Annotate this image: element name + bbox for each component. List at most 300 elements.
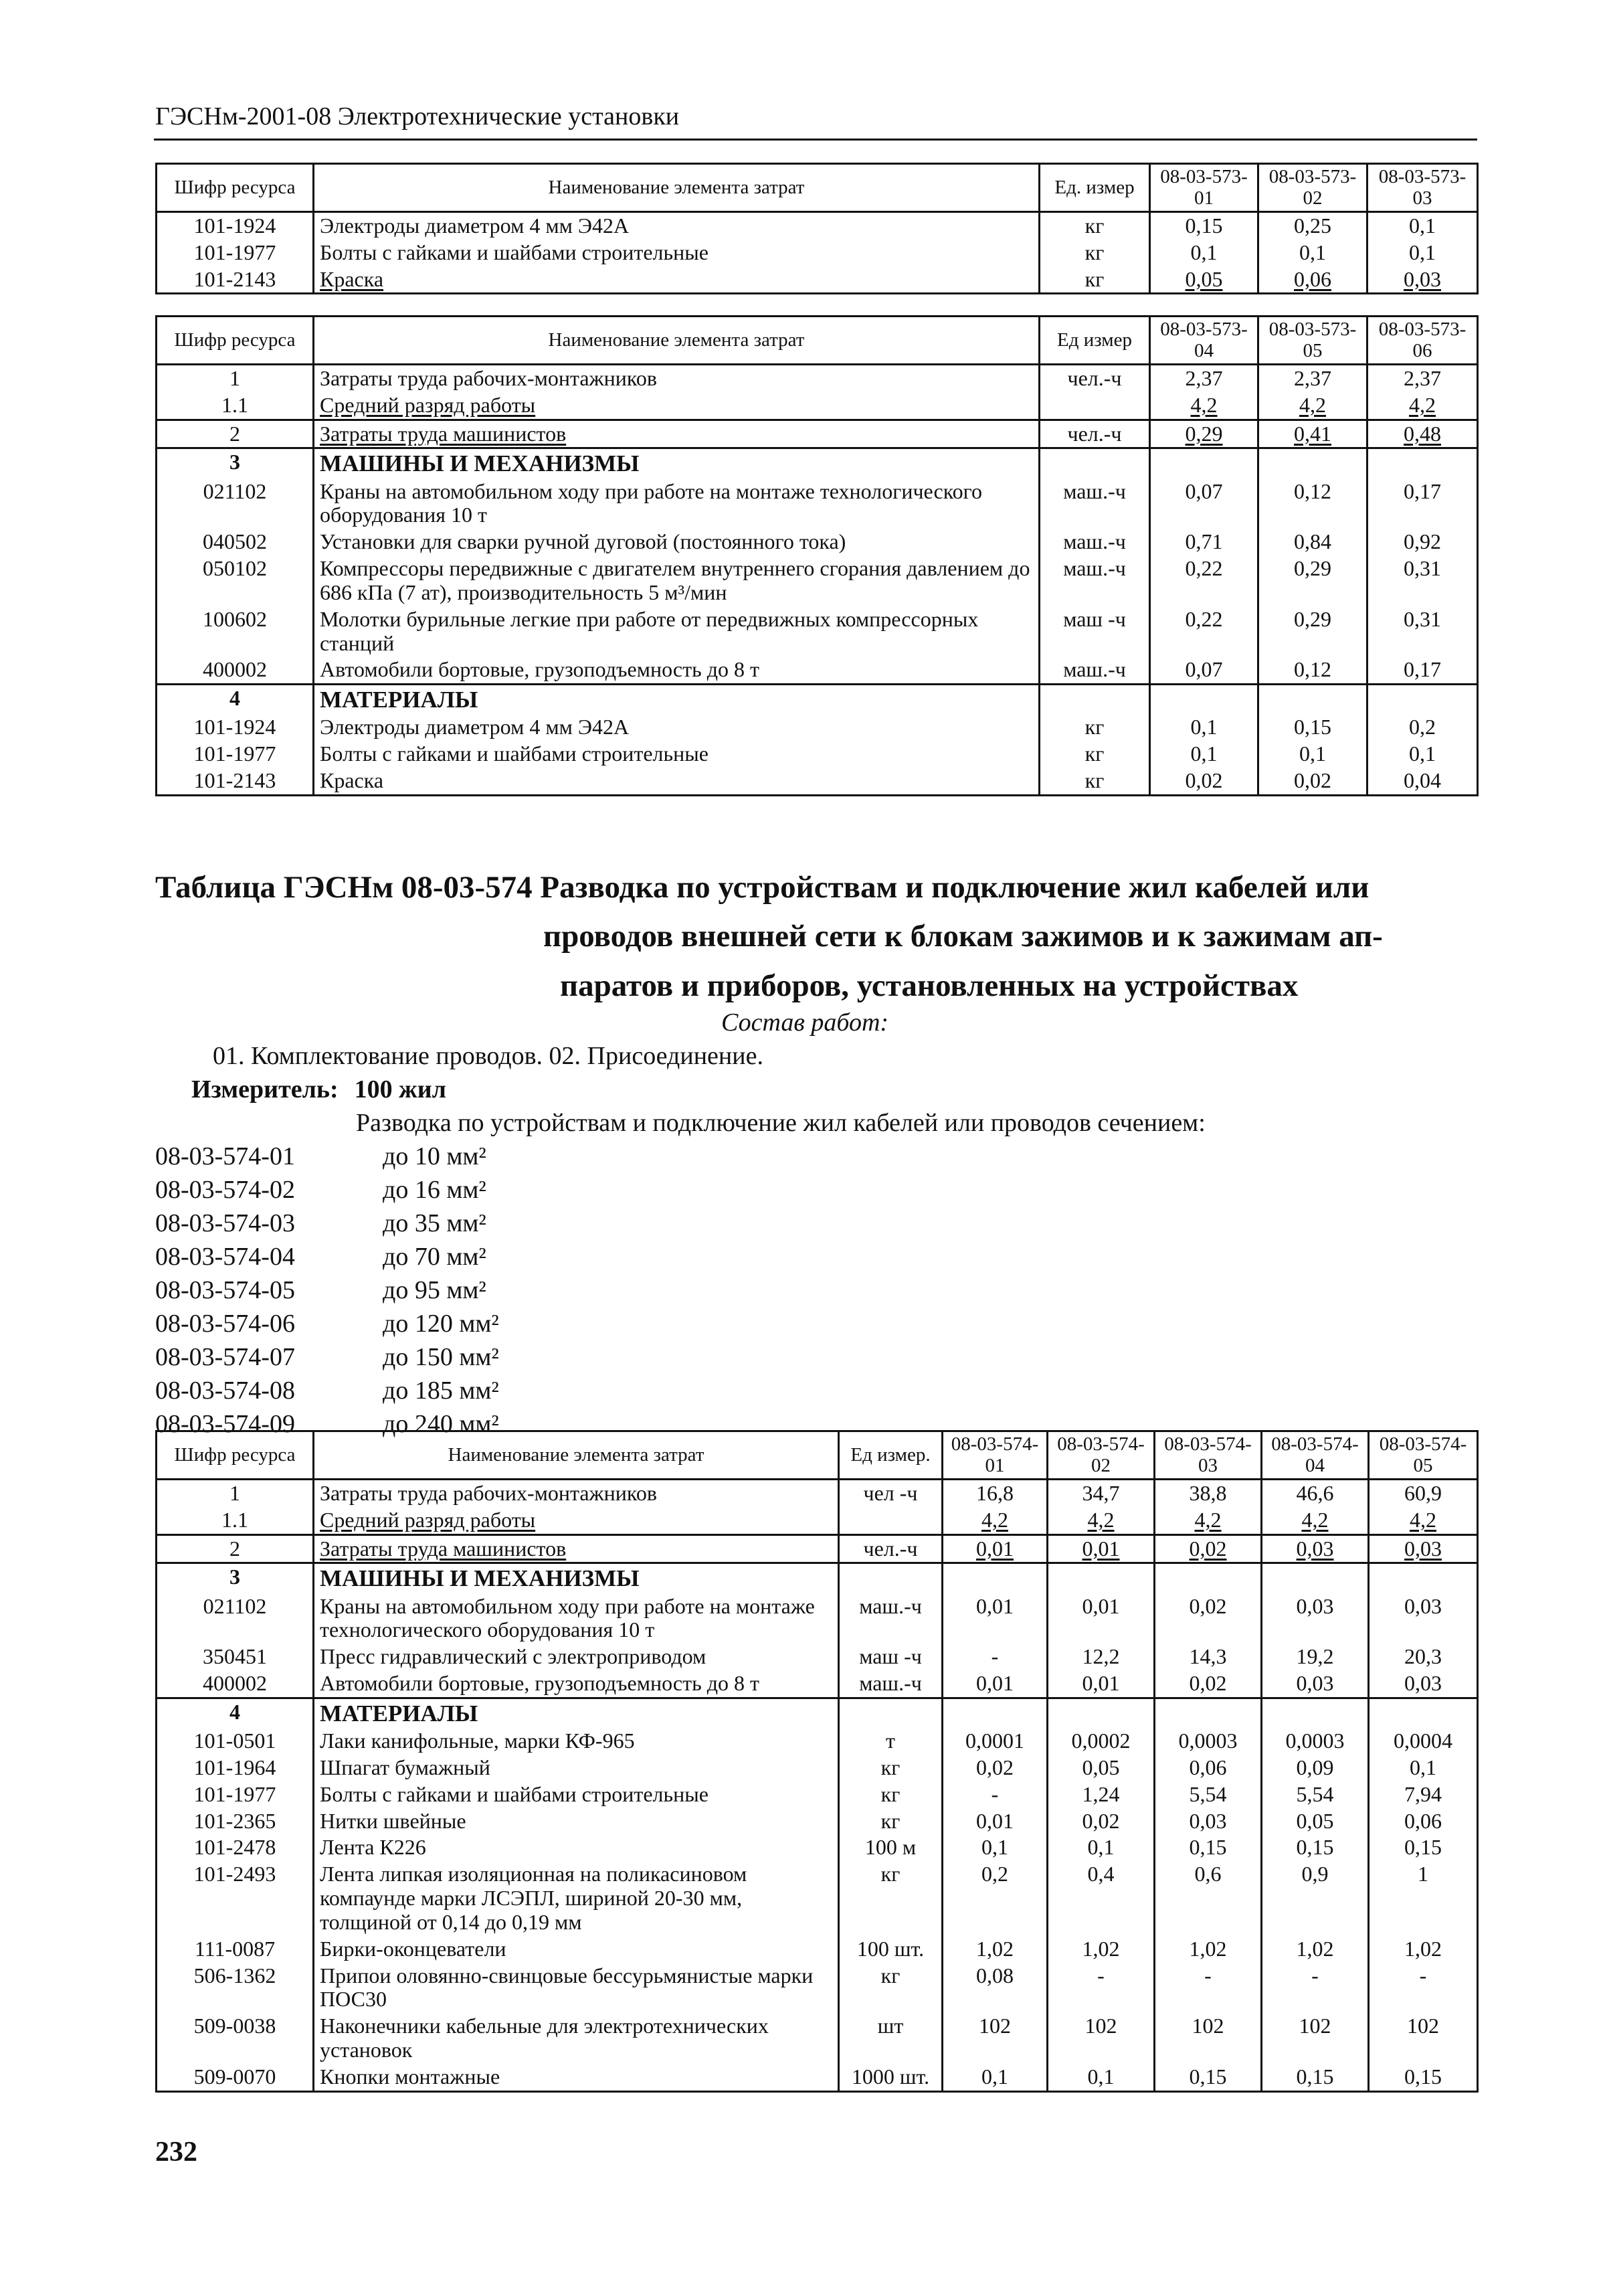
norm-value-3 [1155, 1781, 1262, 1808]
resource-unit [839, 1963, 943, 2014]
table-row [157, 1781, 1478, 1808]
resource-code-text: 506-1362 [193, 1963, 276, 1988]
table-row [157, 1728, 1478, 1755]
norm-value-1 [943, 2064, 1048, 2091]
table-row [157, 768, 1478, 795]
norm-value-2 [1048, 1728, 1155, 1755]
resource-unit-text: кг [1084, 240, 1105, 264]
table-row [157, 685, 1478, 715]
norm-value-4-text: - [1311, 1963, 1319, 1988]
norm-value-3-text: 0,92 [1404, 529, 1441, 554]
resource-name [314, 741, 1040, 768]
norm-value-2 [1048, 1507, 1155, 1534]
norm-value-2-text: 0,01 [1082, 1536, 1120, 1561]
table-row [157, 741, 1478, 768]
norm-value-5-text: 1 [1418, 1862, 1428, 1886]
norm-value-1-text: 16,8 [976, 1480, 1014, 1505]
resource-code [157, 656, 314, 684]
header-name: Наименование элемента затрат [314, 164, 1040, 212]
resource-code [157, 1808, 314, 1835]
resource-name-text: Припои оловянно-свинцовые бессурьмянистые марки ПОС30 [320, 1963, 814, 2012]
norm-value-2-text: 102 [1084, 2014, 1117, 2038]
resource-unit [839, 2064, 943, 2091]
norm-value-3 [1367, 714, 1478, 741]
norm-value-1-text: 0,2 [981, 1862, 1008, 1886]
norm-value-3 [1155, 1534, 1262, 1563]
table-row [157, 2013, 1478, 2064]
resource-unit [839, 1593, 943, 1644]
norm-value-1 [1150, 555, 1258, 606]
resource-code [157, 1834, 314, 1861]
resource-code [157, 1698, 314, 1728]
norm-value-1-text: 0,1 [1190, 715, 1218, 739]
table-row [157, 1936, 1478, 1963]
norm-value-3 [1367, 211, 1478, 239]
norm-value-3 [1367, 606, 1478, 657]
variant-row [155, 1207, 499, 1240]
resource-unit [839, 1644, 943, 1670]
norm-value-3-text: 0,04 [1404, 768, 1441, 793]
norm-value-4 [1262, 1670, 1369, 1698]
norm-value-1 [943, 1534, 1048, 1563]
norm-value-2-text: 0,02 [1294, 768, 1331, 793]
norm-value-3 [1367, 420, 1478, 448]
resource-name-text: Автомобили бортовые, грузоподъемность до 8 т [320, 657, 759, 682]
resource-code-text: 101-2365 [193, 1808, 276, 1833]
norm-value-3 [1367, 529, 1478, 555]
variant-row [155, 1240, 499, 1273]
resource-unit-text: маш.-ч [1063, 657, 1126, 682]
resource-code [157, 1728, 314, 1755]
resource-name [314, 2013, 839, 2064]
variant-text: до 150 мм² [383, 1343, 499, 1371]
header-name: Наименование элемента затрат [314, 317, 1040, 365]
resource-code [157, 1963, 314, 2014]
resource-unit [1040, 529, 1150, 555]
resource-code-text: 1 [229, 365, 240, 390]
resource-name [314, 555, 1040, 606]
resource-code [157, 1593, 314, 1644]
resource-name [314, 478, 1040, 529]
resource-name [314, 768, 1040, 795]
norm-value-2-text: 0,25 [1294, 213, 1331, 238]
norm-value-1 [943, 1563, 1048, 1593]
resource-code [157, 364, 314, 391]
norm-value-3 [1155, 2064, 1262, 2091]
norm-value-5-text: 0,15 [1404, 2064, 1442, 2089]
resource-code [157, 478, 314, 529]
norm-value-3-text: 0,1 [1409, 213, 1436, 238]
variant-code: 08-03-574-02 [155, 1176, 295, 1204]
resource-unit [1040, 478, 1150, 529]
norm-value-4-text: 0,15 [1296, 2064, 1334, 2089]
norm-value-5 [1369, 1479, 1478, 1506]
norm-value-2-text: 0,01 [1082, 1593, 1120, 1618]
header-col-3: 08-03-573-03 [1367, 164, 1478, 212]
table-573-materials [155, 163, 1479, 294]
header-code: Шифр ресурса [157, 1431, 314, 1480]
norm-value-2 [1258, 741, 1367, 768]
norm-value-3 [1155, 1507, 1262, 1534]
norm-value-1 [1150, 656, 1258, 684]
table-title-line-3: паратов и приборов, установленных на устройствах [560, 968, 1299, 1003]
norm-value-1 [943, 1755, 1048, 1781]
resource-unit [839, 1808, 943, 1835]
table-row [157, 1563, 1478, 1593]
resource-unit [1040, 606, 1150, 657]
norm-value-3-text: 4,2 [1409, 392, 1436, 417]
norm-value-3 [1367, 364, 1478, 391]
resource-code-text: 101-2493 [193, 1862, 276, 1886]
resource-unit-text: кг [880, 1808, 901, 1833]
resource-name-text: Болты с гайками и шайбами строительные [320, 1781, 709, 1806]
resource-code-text: 400002 [203, 1671, 267, 1696]
norm-value-3-text: 0,02 [1189, 1593, 1227, 1618]
meter-label: Измеритель: [191, 1075, 339, 1103]
norm-value-4-text: 0,05 [1296, 1808, 1334, 1833]
resource-unit-text: кг [1084, 741, 1105, 766]
resource-name [314, 1534, 839, 1563]
resource-code-text: 101-2143 [193, 768, 276, 793]
norm-value-2-text: 4,2 [1087, 1507, 1115, 1532]
resource-name-text: Затраты труда машинистов [320, 421, 567, 446]
resource-code [157, 1563, 314, 1593]
variant-text: до 10 мм² [383, 1142, 486, 1170]
norm-value-3-text: 0,03 [1404, 266, 1441, 291]
variant-text: до 16 мм² [383, 1176, 486, 1204]
header-col-2: 08-03-573-05 [1258, 317, 1367, 365]
variant-text: до 95 мм² [383, 1276, 486, 1304]
norm-value-5-text: 1,02 [1404, 1936, 1442, 1961]
norm-value-1 [943, 1644, 1048, 1670]
resource-unit-text: маш.-ч [1063, 529, 1126, 554]
resource-name-text: Затраты труда рабочих-монтажников [320, 1480, 657, 1505]
resource-name-text: Болты с гайками и шайбами строительные [320, 741, 709, 766]
norm-value-2 [1258, 392, 1367, 420]
norm-value-4 [1262, 1593, 1369, 1644]
norm-value-1-text: 4,2 [981, 1507, 1008, 1532]
resource-unit-text: шт [877, 2014, 904, 2038]
norm-value-4-text: 19,2 [1296, 1644, 1334, 1669]
resource-code [157, 392, 314, 420]
norm-value-4-text: 0,03 [1296, 1671, 1334, 1696]
resource-code-text: 1.1 [221, 1507, 248, 1532]
header-col-2: 08-03-574-02 [1048, 1431, 1155, 1480]
table-row [157, 656, 1478, 684]
resource-name-text: Наконечники кабельные для электротехнических установок [320, 2014, 769, 2062]
header-col-4: 08-03-574-04 [1262, 1431, 1369, 1480]
norm-value-2 [1048, 1781, 1155, 1808]
norm-value-3-text: 2,37 [1404, 365, 1441, 390]
resource-code [157, 448, 314, 478]
norm-value-2 [1048, 2064, 1155, 2091]
norm-value-3-text: 0,06 [1189, 1755, 1227, 1779]
table-row [157, 606, 1478, 657]
resource-name-text: Молотки бурильные легкие при работе от передвижных компрессорных станций [320, 606, 979, 655]
table-row [157, 1963, 1478, 2014]
norm-value-2 [1048, 1808, 1155, 1835]
variant-text: до 35 мм² [383, 1209, 486, 1237]
norm-value-3 [1155, 1563, 1262, 1593]
norm-value-4-text: 46,6 [1296, 1480, 1334, 1505]
variant-row [155, 1340, 499, 1374]
resource-name [314, 420, 1040, 448]
meter [191, 1075, 446, 1104]
norm-value-2-text: 0,01 [1082, 1671, 1120, 1696]
norm-value-4 [1262, 1644, 1369, 1670]
norm-value-2-text: 0,12 [1294, 657, 1331, 682]
resource-name [314, 1698, 839, 1728]
norm-value-2 [1048, 1563, 1155, 1593]
norm-value-1 [943, 1781, 1048, 1808]
norm-value-5-text: - [1419, 1963, 1427, 1988]
resource-unit [1040, 420, 1150, 448]
table-row [157, 1861, 1478, 1935]
resource-name [314, 656, 1040, 684]
resource-code [157, 1755, 314, 1781]
resource-unit-text: маш.-ч [1063, 556, 1126, 581]
resource-unit [1040, 555, 1150, 606]
norm-value-5 [1369, 1698, 1478, 1728]
norm-value-3 [1367, 555, 1478, 606]
norm-value-1-text: 0,1 [1190, 240, 1218, 264]
norm-value-1-text: 1,02 [976, 1936, 1014, 1961]
resource-unit [1040, 266, 1150, 294]
resource-unit-text: чел.-ч [1067, 421, 1122, 446]
resource-code-text: 101-1924 [193, 715, 276, 739]
norm-value-1-text: 0,01 [976, 1808, 1014, 1833]
header-rule [154, 139, 1477, 141]
norm-value-5-text: 0,03 [1404, 1671, 1442, 1696]
norm-value-5 [1369, 1963, 1478, 2014]
norm-value-1-text: 0,0001 [965, 1729, 1024, 1753]
norm-value-2-text: 0,41 [1294, 421, 1331, 446]
norm-value-2 [1048, 1670, 1155, 1698]
resource-name-text: Затраты труда машинистов [320, 1536, 567, 1561]
resource-code [157, 266, 314, 294]
resource-unit-text: кг [880, 1781, 901, 1806]
header-col-1: 08-03-573-01 [1150, 164, 1258, 212]
resource-code [157, 768, 314, 795]
norm-value-1 [943, 1479, 1048, 1506]
norm-value-3 [1367, 266, 1478, 294]
resource-code-text: 2 [229, 421, 240, 446]
resource-name-text: Краны на автомобильном ходу при работе на монтаже технологического оборудования 10 т [320, 1593, 815, 1642]
norm-value-2 [1048, 1963, 1155, 2014]
header-unit: Ед измер [1040, 317, 1150, 365]
norm-value-1-text: 0,02 [1185, 768, 1223, 793]
resource-unit-text: чел -ч [863, 1480, 918, 1505]
norm-value-2 [1048, 1534, 1155, 1563]
norm-value-3 [1155, 1644, 1262, 1670]
norm-value-2 [1048, 1644, 1155, 1670]
resource-name [314, 240, 1040, 266]
resource-name [314, 1593, 839, 1644]
resource-unit [839, 1670, 943, 1698]
norm-value-3-text: 0,03 [1189, 1808, 1227, 1833]
resource-code-text: 509-0070 [193, 2064, 276, 2089]
resource-code-text: 1 [229, 1480, 240, 1505]
norm-value-5 [1369, 1728, 1478, 1755]
norm-value-3 [1155, 1593, 1262, 1644]
resource-unit [839, 2013, 943, 2064]
norm-value-4 [1262, 1698, 1369, 1728]
resource-name-text: МАШИНЫ И МЕХАНИЗМЫ [320, 450, 640, 477]
norm-value-4 [1262, 2013, 1369, 2064]
resource-code-text: 509-0038 [193, 2014, 276, 2038]
norm-value-2 [1258, 266, 1367, 294]
resource-unit-text: маш.-ч [859, 1671, 922, 1696]
table-row [157, 1834, 1478, 1861]
variant-row [155, 1173, 499, 1207]
resource-name-text: Пресс гидравлический с электроприводом [320, 1644, 706, 1669]
resource-name [314, 1563, 839, 1593]
header-unit: Ед. измер [1040, 164, 1150, 212]
resource-unit-text: т [886, 1729, 895, 1753]
norm-value-3-text: 0,31 [1404, 606, 1441, 631]
norm-value-1 [1150, 478, 1258, 529]
norm-value-2 [1258, 685, 1367, 715]
norm-value-1 [1150, 529, 1258, 555]
resource-code-text: 3 [229, 1565, 240, 1589]
work-composition-heading: Состав работ: [721, 1008, 889, 1037]
norm-value-3 [1367, 478, 1478, 529]
page-number: 232 [155, 2137, 197, 2168]
resource-code-text: 101-0501 [193, 1729, 276, 1753]
norm-value-3-text: 5,54 [1189, 1781, 1227, 1806]
norm-value-2-text: 0,0002 [1071, 1729, 1131, 1753]
norm-value-4 [1262, 1861, 1369, 1935]
norm-value-1-text: - [991, 1644, 999, 1669]
norm-value-1 [943, 1936, 1048, 1963]
resource-code-text: 4 [229, 686, 240, 711]
norm-value-4-text: 0,09 [1296, 1755, 1334, 1779]
norm-value-5-text: 0,03 [1404, 1536, 1442, 1561]
table-574-resources [155, 1430, 1479, 2093]
resource-unit [1040, 211, 1150, 239]
resource-code [157, 1670, 314, 1698]
norm-value-2-text: 0,84 [1294, 529, 1331, 554]
resource-code-text: 040502 [203, 529, 267, 554]
resource-name-text: Краска [320, 768, 384, 793]
norm-value-1 [1150, 266, 1258, 294]
norm-value-2 [1048, 1593, 1155, 1644]
norm-value-3 [1155, 1963, 1262, 2014]
resource-unit-text: 100 м [864, 1835, 917, 1860]
resource-name [314, 392, 1040, 420]
norm-value-4 [1262, 1963, 1369, 2014]
norm-value-2-text: 0,1 [1087, 1835, 1115, 1860]
resource-code-text: 400002 [203, 657, 267, 682]
norm-value-3-text: 4,2 [1194, 1507, 1222, 1532]
resource-code-text: 101-1964 [193, 1755, 276, 1779]
running-head: ГЭСНм-2001-08 Электротехнические установки [155, 102, 680, 130]
resource-code [157, 1507, 314, 1534]
norm-value-3-text: 0,2 [1409, 715, 1436, 739]
norm-value-1-text: 0,07 [1185, 657, 1223, 682]
norm-value-1 [1150, 685, 1258, 715]
norm-value-4 [1262, 1534, 1369, 1563]
resource-code [157, 2064, 314, 2091]
norm-value-1 [1150, 392, 1258, 420]
resource-unit-text: кг [880, 1963, 901, 1988]
table-row [157, 364, 1478, 391]
norm-value-3-text: 0,17 [1404, 478, 1441, 503]
variant-code: 08-03-574-03 [155, 1209, 295, 1237]
resource-name [314, 529, 1040, 555]
resource-code [157, 1534, 314, 1563]
norm-value-1 [1150, 448, 1258, 478]
variant-row [155, 1307, 499, 1340]
norm-value-2-text: 0,29 [1294, 556, 1331, 581]
norm-value-4-text: 0,15 [1296, 1835, 1334, 1860]
norm-value-3-text: 0,1 [1409, 741, 1436, 766]
resource-code [157, 211, 314, 239]
norm-value-2 [1258, 240, 1367, 266]
table-row [157, 1808, 1478, 1835]
table-row [157, 211, 1478, 239]
resource-code-text: 100602 [203, 606, 267, 631]
norm-value-5 [1369, 1593, 1478, 1644]
resource-name-text: Установки для сварки ручной дуговой (постоянного тока) [320, 529, 846, 554]
resource-unit [839, 1698, 943, 1728]
variant-text: до 185 мм² [383, 1377, 499, 1405]
resource-name-text: Компрессоры передвижные с двигателем внутреннего сгорания давлением до 686 кПа (7 ат), производительность 5 м³/мин [320, 556, 1030, 604]
norm-value-2 [1258, 555, 1367, 606]
norm-value-1 [943, 1507, 1048, 1534]
norm-value-3 [1155, 1755, 1262, 1781]
norm-value-5-text: 0,15 [1404, 1835, 1442, 1860]
table-573-resources [155, 315, 1479, 796]
norm-value-1 [1150, 420, 1258, 448]
resource-unit-text: кг [880, 1862, 901, 1886]
norm-value-1 [943, 1834, 1048, 1861]
norm-value-4 [1262, 1936, 1369, 1963]
variant-text: до 240 мм² [383, 1410, 499, 1438]
norm-value-3-text: 0,15 [1189, 1835, 1227, 1860]
norm-value-4-text: 0,03 [1296, 1593, 1334, 1618]
norm-value-1 [1150, 714, 1258, 741]
norm-value-5 [1369, 1644, 1478, 1670]
resource-unit-text: маш -ч [1063, 606, 1126, 631]
norm-value-3-text: 0,02 [1189, 1536, 1227, 1561]
table-row [157, 1479, 1478, 1506]
resource-unit-text: кг [1084, 768, 1105, 793]
resource-code [157, 240, 314, 266]
resource-name-text: Автомобили бортовые, грузоподъемность до 8 т [320, 1671, 759, 1696]
norm-value-2-text: 0,4 [1087, 1862, 1115, 1886]
norm-value-3-text: 1,02 [1189, 1936, 1227, 1961]
resource-unit [1040, 392, 1150, 420]
norm-value-2 [1258, 529, 1367, 555]
norm-value-1-text: 0,1 [981, 2064, 1008, 2089]
norm-value-3 [1155, 1698, 1262, 1728]
resource-name-text: МАТЕРИАЛЫ [320, 687, 478, 713]
norm-value-1 [1150, 606, 1258, 657]
norm-value-1-text: 0,08 [976, 1963, 1014, 1988]
norm-value-1 [943, 1698, 1048, 1728]
resource-name [314, 1834, 839, 1861]
norm-value-3-text: 0,0003 [1178, 1729, 1238, 1753]
norm-value-1 [943, 2013, 1048, 2064]
norm-value-1-text: 0,01 [976, 1593, 1014, 1618]
resource-unit [839, 1507, 943, 1534]
resource-name-text: Нитки швейные [320, 1808, 466, 1833]
resource-code-text: 101-1977 [193, 1781, 276, 1806]
norm-value-1 [943, 1963, 1048, 2014]
norm-value-3 [1155, 1670, 1262, 1698]
norm-value-4-text: 4,2 [1301, 1507, 1329, 1532]
